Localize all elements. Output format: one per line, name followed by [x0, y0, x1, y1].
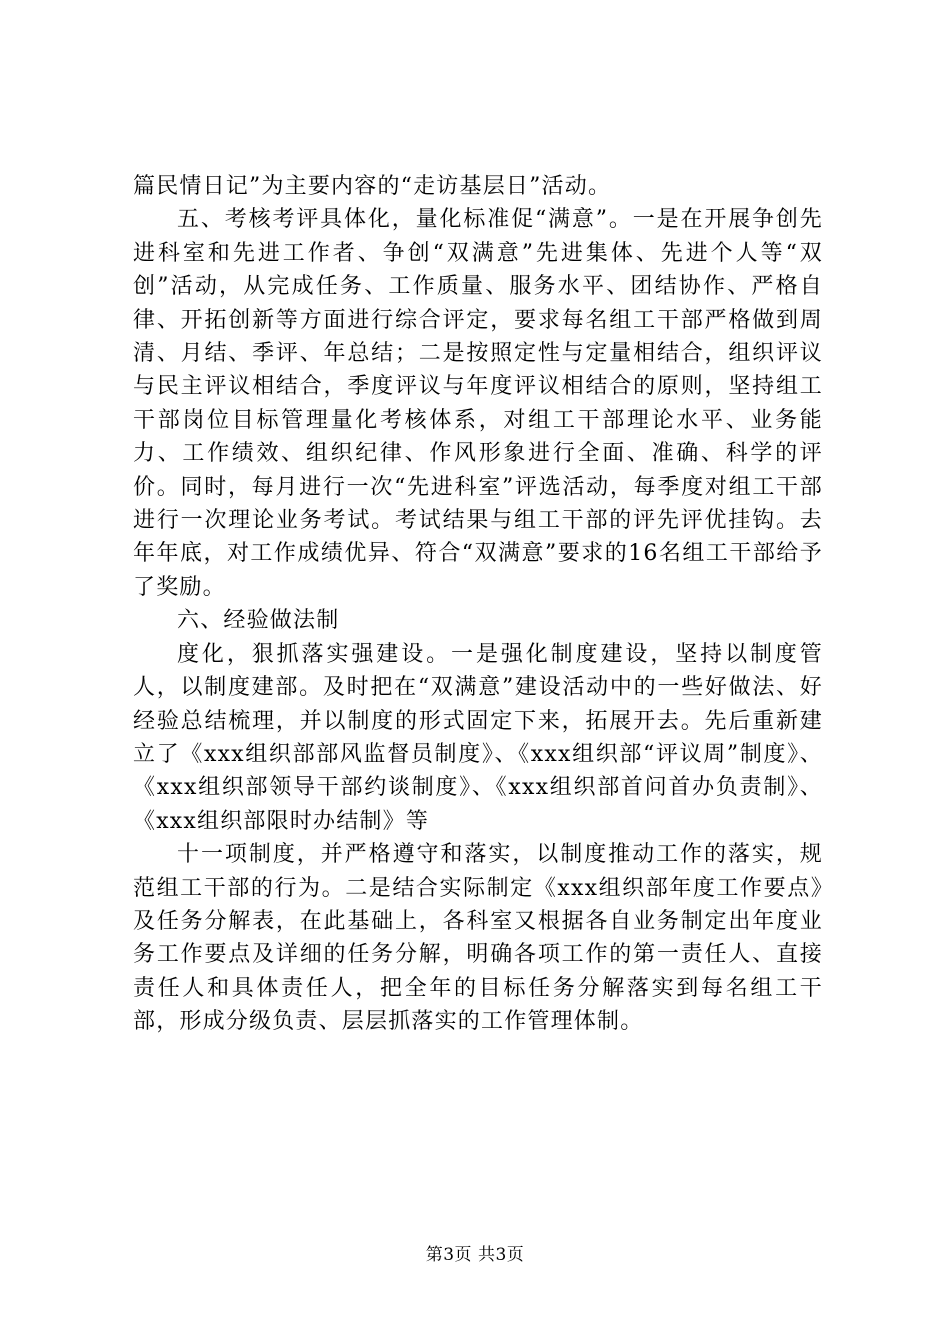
page-number-footer: 第3页 共3页	[425, 1245, 525, 1265]
paragraph-section-six-heading: 六、经验做法制	[177, 608, 340, 634]
document-body	[133, 170, 823, 1039]
paragraph-section-six-continued: 十一项制度，并严格遵守和落实，以制度推动工作的落实，规范组工干部的行为。二是结合实际制定《xxx组织部年度工作要点》及任务分解表，在此基础上，各科室又根据各自业务制定出年度业务工作要点及详细的任务分解，明确各项工作的第一责任人、直接责任人和具体责任人，把全年的目标任务分解落实到每名组工干部，形成分级负责、层层抓落实的工作管理体制。	[133, 842, 823, 1035]
paragraph-section-six-body: 度化，狠抓落实强建设。一是强化制度建设，坚持以制度管人，以制度建部。及时把在“双满意”建设活动中的一些好做法、好经验总结梳理，并以制度的形式固定下来，拓展开去。先后重新建立了《xxx组织部部风监督员制度》、《xxx组织部“评议周”制度》、《xxx组织部领导干部约谈制度》、《xxx组织部首问首办负责制》、《xxx组织部限时办结制》等	[133, 641, 823, 834]
paragraph-section-five: 五、考核考评具体化，量化标准促“满意”。一是在开展争创先进科室和先进工作者、争创“双满意”先进集体、先进个人等“双创”活动，从完成任务、工作质量、服务水平、团结协作、严格自律、开拓创新等方面进行综合评定，要求每名组工干部严格做到周清、月结、季评、年总结；二是按照定性与定量相结合，组织评议与民主评议相结合，季度评议与年度评议相结合的原则，坚持组工干部岗位目标管理量化考核体系，对组工干部理论水平、业务能力、工作绩效、组织纪律、作风形象进行全面、准确、科学的评价。同时，每月进行一次“先进科室”评选活动，每季度对组工干部进行一次理论业务考试。考试结果与组工干部的评先评优挂钩。去年年底，对工作成绩优异、符合“双满意”要求的16名组工干部给予了奖励。	[133, 207, 823, 600]
paragraph-continuation: 篇民情日记”为主要内容的“走访基层日”活动。	[133, 174, 612, 199]
